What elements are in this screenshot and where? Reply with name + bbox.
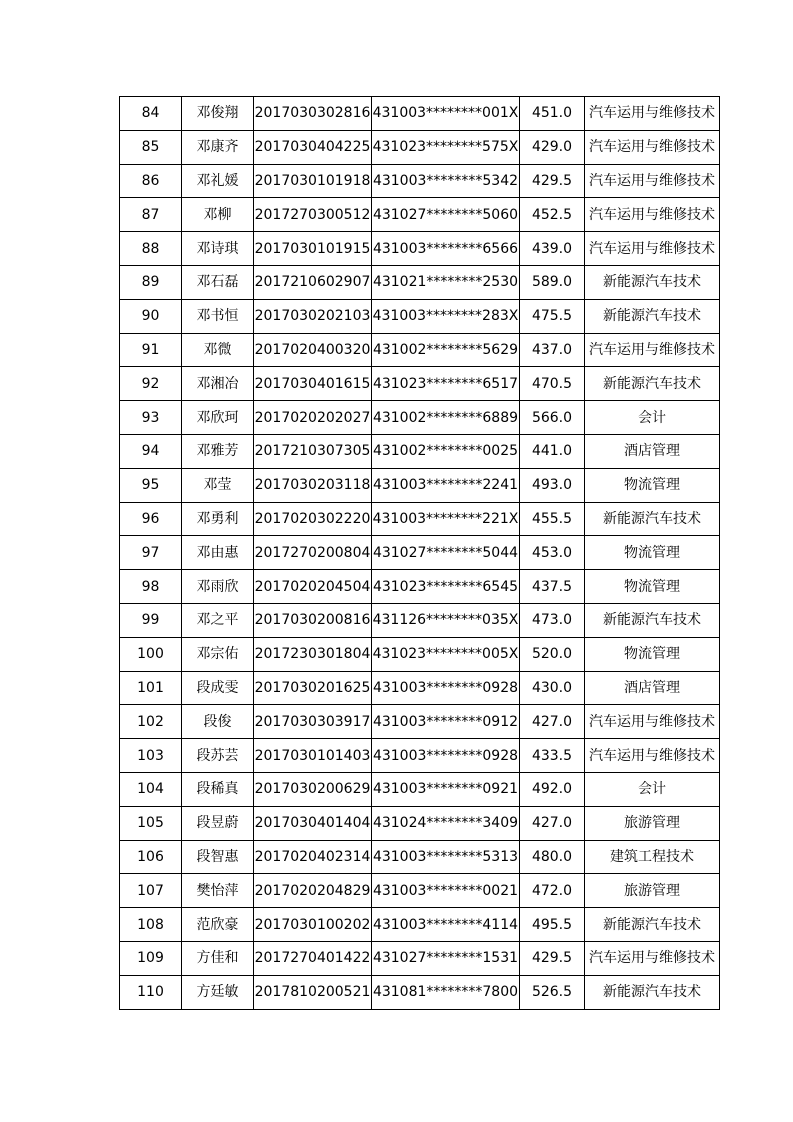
id-number-cell: 431003********6566	[372, 232, 520, 266]
score-cell: 495.5	[520, 908, 585, 942]
id-number-cell: 431027********5060	[372, 198, 520, 232]
student-name-cell: 邓诗琪	[182, 232, 254, 266]
id-number-cell: 431003********0921	[372, 772, 520, 806]
student-name-cell: 邓石磊	[182, 265, 254, 299]
id-number-cell: 431002********0025	[372, 434, 520, 468]
score-cell: 473.0	[520, 603, 585, 637]
row-number-cell: 89	[120, 265, 182, 299]
table-row	[120, 434, 720, 468]
table-row	[120, 97, 720, 131]
major-cell: 汽车运用与维修技术	[585, 705, 720, 739]
id-number-cell: 431003********0928	[372, 671, 520, 705]
row-number-cell: 107	[120, 874, 182, 908]
score-cell: 437.0	[520, 333, 585, 367]
score-cell: 429.5	[520, 164, 585, 198]
row-number-cell: 90	[120, 299, 182, 333]
student-name-cell: 邓湘冶	[182, 367, 254, 401]
major-cell: 物流管理	[585, 468, 720, 502]
id-number-cell: 431003********5313	[372, 840, 520, 874]
student-name-cell: 邓雨欣	[182, 570, 254, 604]
major-cell: 汽车运用与维修技术	[585, 232, 720, 266]
row-number-cell: 101	[120, 671, 182, 705]
student-name-cell: 段稀真	[182, 772, 254, 806]
student-name-cell: 段俊	[182, 705, 254, 739]
exam-number-cell: 2017030200629	[254, 772, 372, 806]
row-number-cell: 103	[120, 739, 182, 773]
id-number-cell: 431002********6889	[372, 401, 520, 435]
exam-number-cell: 2017270200804	[254, 536, 372, 570]
score-cell: 452.5	[520, 198, 585, 232]
table-row	[120, 570, 720, 604]
exam-number-cell: 2017270300512	[254, 198, 372, 232]
id-number-cell: 431003********283X	[372, 299, 520, 333]
id-number-cell: 431003********2241	[372, 468, 520, 502]
table-row	[120, 333, 720, 367]
table-row	[120, 603, 720, 637]
major-cell: 新能源汽车技术	[585, 265, 720, 299]
student-name-cell: 邓欣珂	[182, 401, 254, 435]
exam-number-cell: 2017030202103	[254, 299, 372, 333]
row-number-cell: 108	[120, 908, 182, 942]
row-number-cell: 110	[120, 975, 182, 1009]
admission-table-body	[120, 97, 720, 1010]
table-row	[120, 299, 720, 333]
row-number-cell: 109	[120, 941, 182, 975]
exam-number-cell: 2017030302816	[254, 97, 372, 131]
id-number-cell: 431002********5629	[372, 333, 520, 367]
id-number-cell: 431003********001X	[372, 97, 520, 131]
student-name-cell: 邓书恒	[182, 299, 254, 333]
id-number-cell: 431081********7800	[372, 975, 520, 1009]
score-cell: 480.0	[520, 840, 585, 874]
student-name-cell: 邓勇利	[182, 502, 254, 536]
major-cell: 汽车运用与维修技术	[585, 941, 720, 975]
score-cell: 451.0	[520, 97, 585, 131]
table-row	[120, 232, 720, 266]
student-name-cell: 范欣豪	[182, 908, 254, 942]
major-cell: 新能源汽车技术	[585, 502, 720, 536]
table-row	[120, 198, 720, 232]
major-cell: 旅游管理	[585, 806, 720, 840]
major-cell: 酒店管理	[585, 434, 720, 468]
major-cell: 汽车运用与维修技术	[585, 333, 720, 367]
score-cell: 427.0	[520, 705, 585, 739]
student-name-cell: 邓俊翔	[182, 97, 254, 131]
score-cell: 453.0	[520, 536, 585, 570]
id-number-cell: 431027********1531	[372, 941, 520, 975]
score-cell: 429.0	[520, 130, 585, 164]
exam-number-cell: 2017030404225	[254, 130, 372, 164]
id-number-cell: 431027********5044	[372, 536, 520, 570]
id-number-cell: 431003********0928	[372, 739, 520, 773]
exam-number-cell: 2017020400320	[254, 333, 372, 367]
score-cell: 441.0	[520, 434, 585, 468]
score-cell: 492.0	[520, 772, 585, 806]
table-row	[120, 975, 720, 1009]
major-cell: 新能源汽车技术	[585, 603, 720, 637]
row-number-cell: 96	[120, 502, 182, 536]
exam-number-cell: 2017030101403	[254, 739, 372, 773]
major-cell: 物流管理	[585, 570, 720, 604]
row-number-cell: 106	[120, 840, 182, 874]
table-row	[120, 908, 720, 942]
exam-number-cell: 2017030303917	[254, 705, 372, 739]
row-number-cell: 88	[120, 232, 182, 266]
row-number-cell: 98	[120, 570, 182, 604]
score-cell: 566.0	[520, 401, 585, 435]
exam-number-cell: 2017020402314	[254, 840, 372, 874]
row-number-cell: 84	[120, 97, 182, 131]
major-cell: 旅游管理	[585, 874, 720, 908]
student-name-cell: 邓微	[182, 333, 254, 367]
table-row	[120, 874, 720, 908]
score-cell: 472.0	[520, 874, 585, 908]
id-number-cell: 431024********3409	[372, 806, 520, 840]
table-row	[120, 637, 720, 671]
id-number-cell: 431021********2530	[372, 265, 520, 299]
student-name-cell: 邓莹	[182, 468, 254, 502]
row-number-cell: 93	[120, 401, 182, 435]
table-row	[120, 941, 720, 975]
table-row	[120, 705, 720, 739]
student-name-cell: 邓礼媛	[182, 164, 254, 198]
table-row	[120, 536, 720, 570]
major-cell: 新能源汽车技术	[585, 975, 720, 1009]
row-number-cell: 85	[120, 130, 182, 164]
id-number-cell: 431003********0912	[372, 705, 520, 739]
row-number-cell: 97	[120, 536, 182, 570]
major-cell: 新能源汽车技术	[585, 367, 720, 401]
table-row	[120, 502, 720, 536]
student-name-cell: 邓柳	[182, 198, 254, 232]
table-row	[120, 806, 720, 840]
exam-number-cell: 2017030203118	[254, 468, 372, 502]
table-row	[120, 739, 720, 773]
exam-number-cell: 2017030401404	[254, 806, 372, 840]
table-row	[120, 265, 720, 299]
row-number-cell: 91	[120, 333, 182, 367]
id-number-cell: 431023********6545	[372, 570, 520, 604]
row-number-cell: 100	[120, 637, 182, 671]
student-name-cell: 方佳和	[182, 941, 254, 975]
major-cell: 汽车运用与维修技术	[585, 97, 720, 131]
id-number-cell: 431003********5342	[372, 164, 520, 198]
exam-number-cell: 2017030201625	[254, 671, 372, 705]
exam-number-cell: 2017210307305	[254, 434, 372, 468]
major-cell: 汽车运用与维修技术	[585, 130, 720, 164]
table-row	[120, 840, 720, 874]
score-cell: 433.5	[520, 739, 585, 773]
id-number-cell: 431126********035X	[372, 603, 520, 637]
table-row	[120, 164, 720, 198]
major-cell: 新能源汽车技术	[585, 908, 720, 942]
row-number-cell: 87	[120, 198, 182, 232]
row-number-cell: 95	[120, 468, 182, 502]
exam-number-cell: 2017030200816	[254, 603, 372, 637]
row-number-cell: 102	[120, 705, 182, 739]
exam-number-cell: 2017230301804	[254, 637, 372, 671]
score-cell: 475.5	[520, 299, 585, 333]
major-cell: 物流管理	[585, 536, 720, 570]
exam-number-cell: 2017030101918	[254, 164, 372, 198]
table-row	[120, 401, 720, 435]
row-number-cell: 105	[120, 806, 182, 840]
exam-number-cell: 2017030401615	[254, 367, 372, 401]
id-number-cell: 431023********6517	[372, 367, 520, 401]
student-name-cell: 邓之平	[182, 603, 254, 637]
student-name-cell: 段昱蔚	[182, 806, 254, 840]
table-row	[120, 772, 720, 806]
score-cell: 526.5	[520, 975, 585, 1009]
exam-number-cell: 2017020302220	[254, 502, 372, 536]
row-number-cell: 86	[120, 164, 182, 198]
major-cell: 新能源汽车技术	[585, 299, 720, 333]
score-cell: 439.0	[520, 232, 585, 266]
exam-number-cell: 2017810200521	[254, 975, 372, 1009]
major-cell: 物流管理	[585, 637, 720, 671]
table-row	[120, 130, 720, 164]
score-cell: 520.0	[520, 637, 585, 671]
score-cell: 455.5	[520, 502, 585, 536]
student-name-cell: 邓康齐	[182, 130, 254, 164]
score-cell: 430.0	[520, 671, 585, 705]
major-cell: 汽车运用与维修技术	[585, 164, 720, 198]
row-number-cell: 99	[120, 603, 182, 637]
exam-number-cell: 2017020204829	[254, 874, 372, 908]
student-name-cell: 邓由惠	[182, 536, 254, 570]
score-cell: 429.5	[520, 941, 585, 975]
exam-number-cell: 2017270401422	[254, 941, 372, 975]
row-number-cell: 94	[120, 434, 182, 468]
major-cell: 汽车运用与维修技术	[585, 198, 720, 232]
row-number-cell: 104	[120, 772, 182, 806]
id-number-cell: 431023********005X	[372, 637, 520, 671]
row-number-cell: 92	[120, 367, 182, 401]
exam-number-cell: 2017030101915	[254, 232, 372, 266]
major-cell: 汽车运用与维修技术	[585, 739, 720, 773]
student-name-cell: 樊怡萍	[182, 874, 254, 908]
major-cell: 会计	[585, 772, 720, 806]
table-row	[120, 468, 720, 502]
student-name-cell: 邓宗佑	[182, 637, 254, 671]
id-number-cell: 431003********221X	[372, 502, 520, 536]
table-row	[120, 367, 720, 401]
table-row	[120, 671, 720, 705]
exam-number-cell: 2017210602907	[254, 265, 372, 299]
exam-number-cell: 2017030100202	[254, 908, 372, 942]
score-cell: 589.0	[520, 265, 585, 299]
student-name-cell: 邓雅芳	[182, 434, 254, 468]
exam-number-cell: 2017020202027	[254, 401, 372, 435]
major-cell: 建筑工程技术	[585, 840, 720, 874]
id-number-cell: 431003********4114	[372, 908, 520, 942]
student-name-cell: 段成雯	[182, 671, 254, 705]
score-cell: 437.5	[520, 570, 585, 604]
major-cell: 会计	[585, 401, 720, 435]
id-number-cell: 431023********575X	[372, 130, 520, 164]
id-number-cell: 431003********0021	[372, 874, 520, 908]
student-name-cell: 段智惠	[182, 840, 254, 874]
score-cell: 427.0	[520, 806, 585, 840]
major-cell: 酒店管理	[585, 671, 720, 705]
score-cell: 493.0	[520, 468, 585, 502]
exam-number-cell: 2017020204504	[254, 570, 372, 604]
admission-table	[119, 96, 720, 1010]
student-name-cell: 方廷敏	[182, 975, 254, 1009]
student-name-cell: 段苏芸	[182, 739, 254, 773]
score-cell: 470.5	[520, 367, 585, 401]
